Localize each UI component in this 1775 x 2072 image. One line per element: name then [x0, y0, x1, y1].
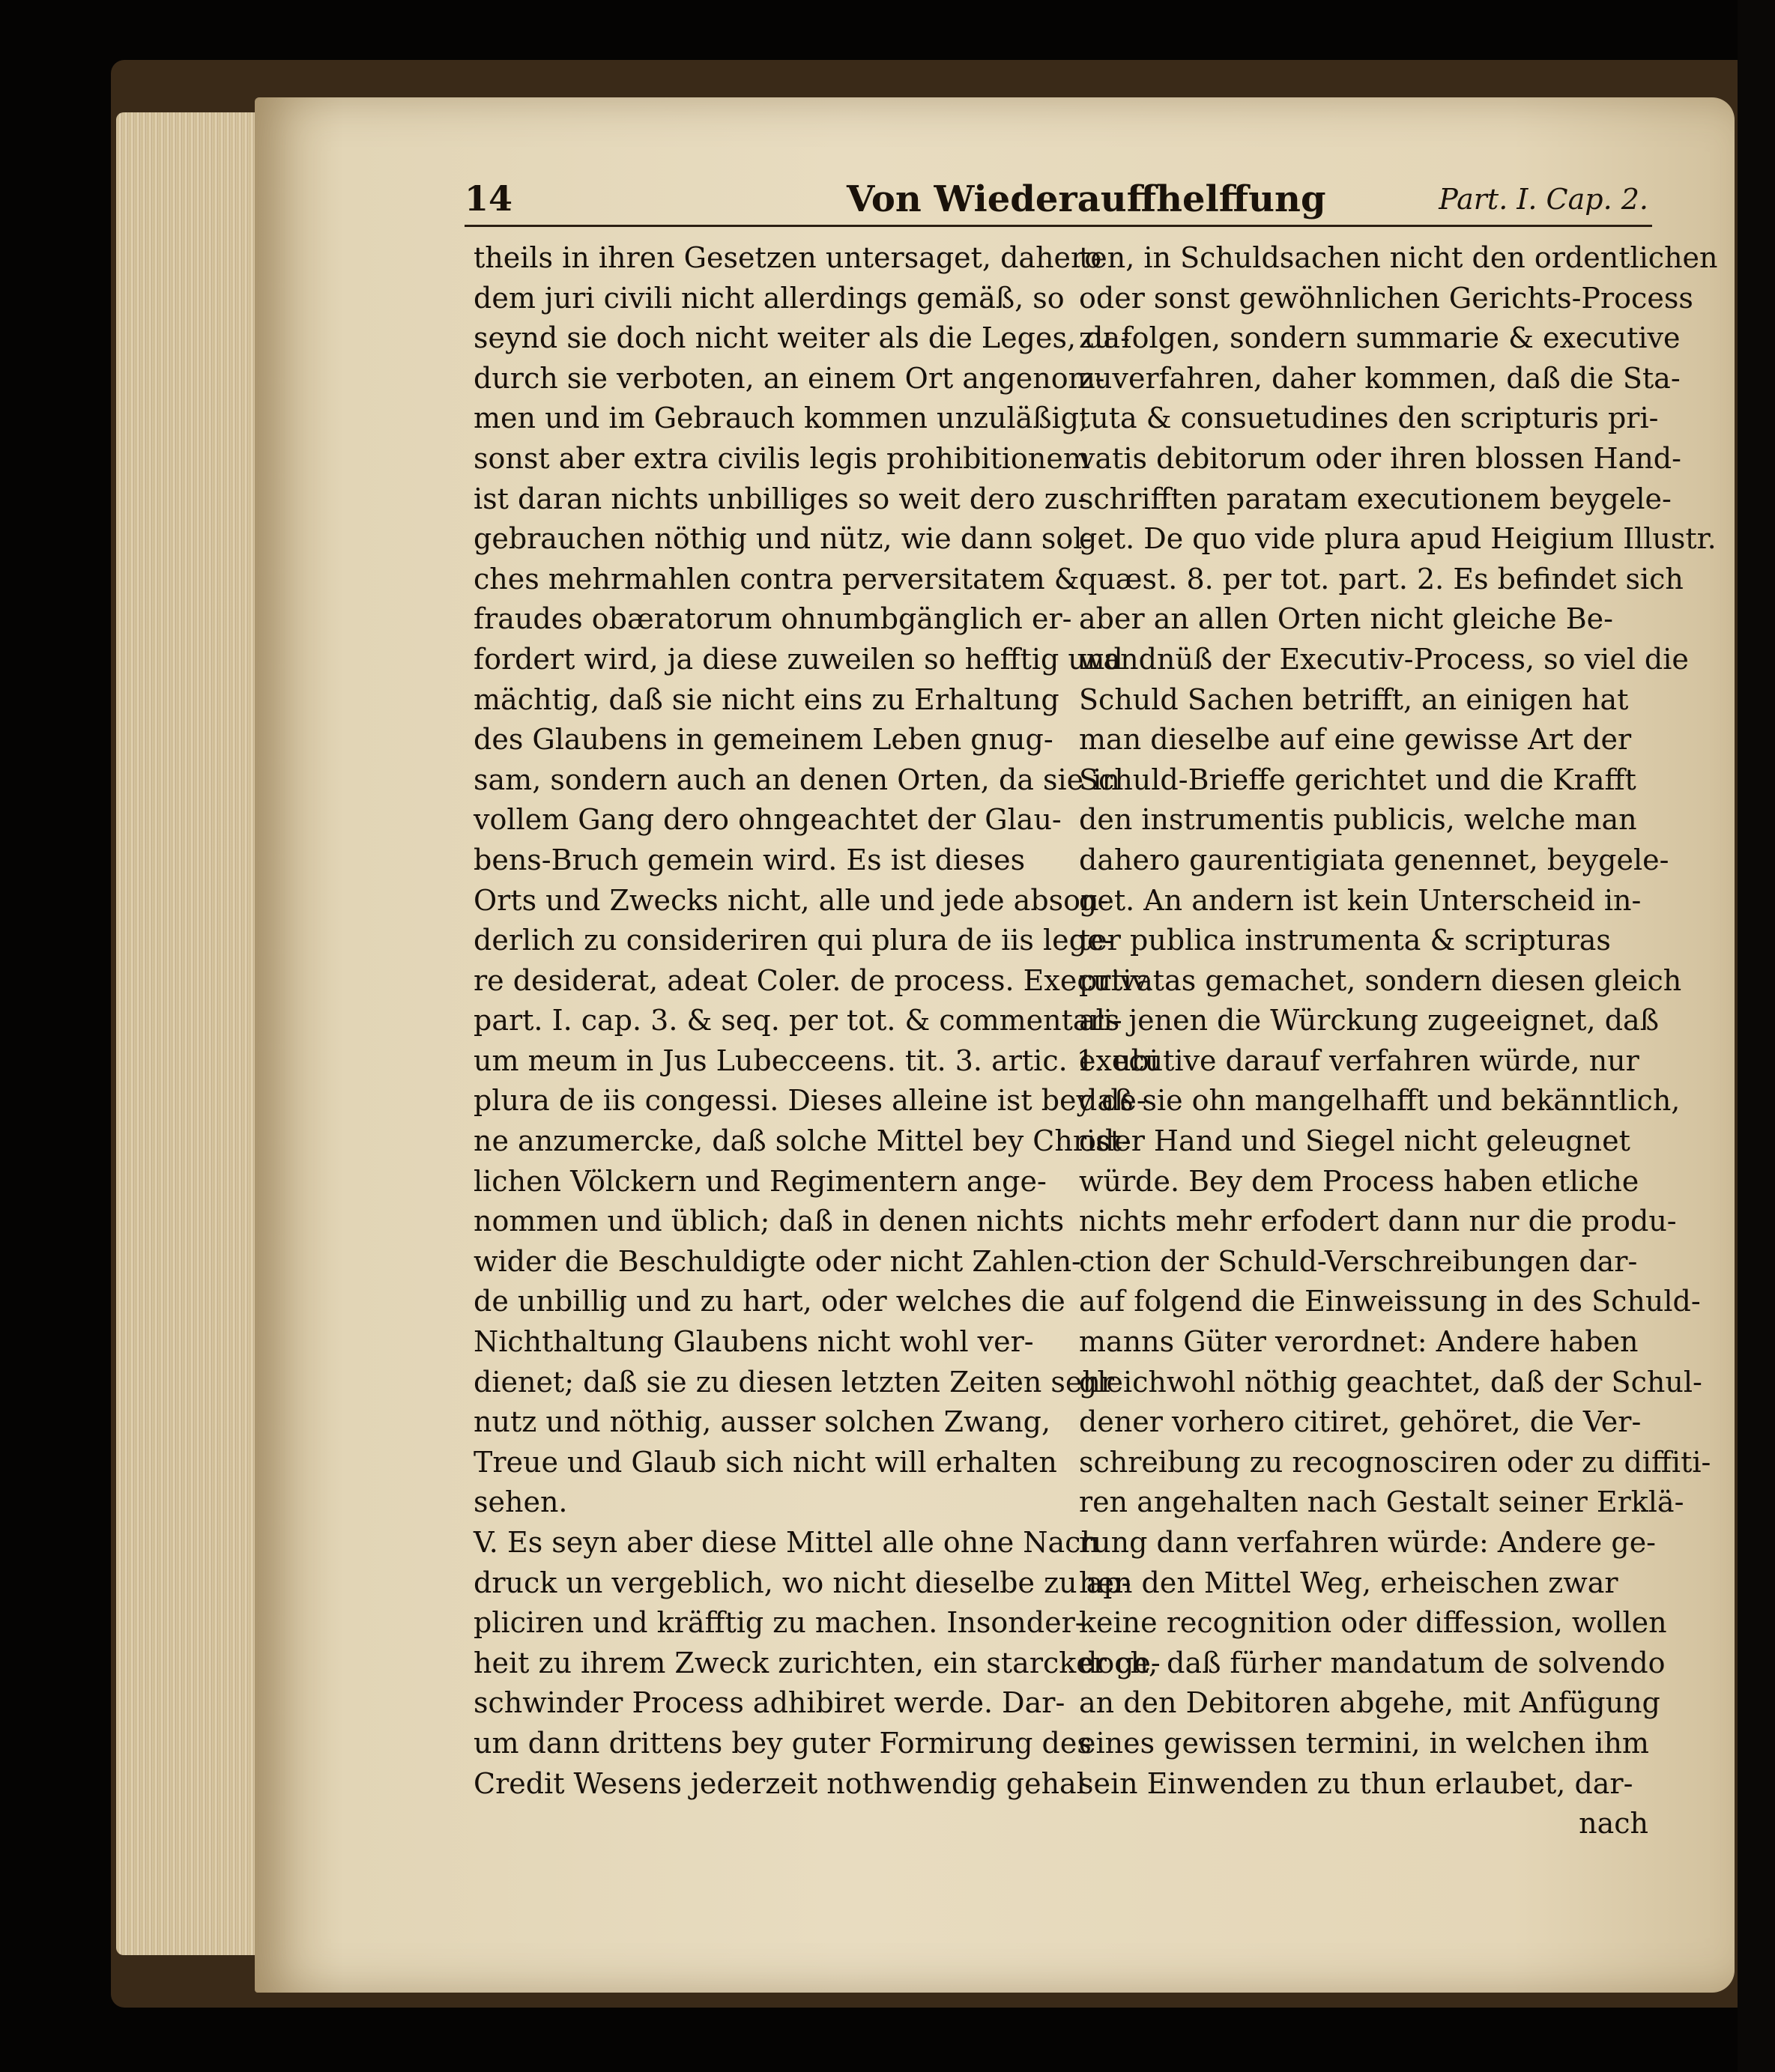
text-line: schwinder Process adhibiret werde. Dar- — [474, 1686, 1065, 1720]
text-line: heit zu ihrem Zweck zurichten, ein starcker ge- — [474, 1646, 1161, 1679]
running-title: Von Wiederauffhelffung — [847, 178, 1326, 220]
text-line: sonst aber extra civilis legis prohibitionem — [474, 441, 1090, 475]
text-line: re desiderat, adeat Coler. de process. Executiv. — [474, 963, 1154, 997]
text-line: bens-Bruch gemein wird. Es ist dieses — [474, 843, 1026, 876]
text-line: nach — [1579, 1807, 1648, 1841]
text-line: Credit Wesens jederzeit nothwendig gehal — [474, 1766, 1086, 1800]
text-line: de unbillig und zu hart, oder welches die — [474, 1285, 1065, 1318]
text-line: manns Güter verordnet: Andere haben — [1079, 1325, 1639, 1359]
text-line: auf folgend die Einweissung in des Schuld- — [1079, 1285, 1701, 1318]
text-line: plura de iis congessi. Dieses alleine ist bey de- — [474, 1084, 1146, 1118]
text-line: dienet; daß sie zu diesen letzten Zeiten sehr — [474, 1365, 1115, 1399]
text-line: des Glaubens in gemeinem Leben gnug- — [474, 723, 1053, 757]
text-line: rung dann verfahren würde: Andere ge- — [1079, 1526, 1657, 1559]
text-line: oder Hand und Siegel nicht geleugnet — [1079, 1124, 1630, 1158]
text-line: theils in ihren Gesetzen untersaget, dahero — [474, 241, 1102, 274]
text-line: man dieselbe auf eine gewisse Art der — [1079, 723, 1632, 757]
text-line: zu folgen, sondern summarie & executive — [1079, 321, 1681, 355]
text-line: gebrauchen nöthig und nütz, wie dann sol- — [474, 522, 1092, 556]
text-line: dener vorhero citiret, gehöret, die Ver- — [1079, 1405, 1642, 1439]
text-line: tuta & consuetudines den scripturis pri- — [1079, 402, 1659, 435]
text-line: daß sie ohn mangelhafft und bekänntlich, — [1079, 1084, 1681, 1118]
right-text-column — [1079, 238, 1718, 1844]
page-number: 14 — [465, 178, 513, 219]
text-line: hen den Mittel Weg, erheischen zwar — [1079, 1566, 1618, 1599]
text-line: vollem Gang dero ohngeachtet der Glau- — [474, 803, 1062, 837]
text-line: Treue und Glaub sich nicht will erhalten — [474, 1445, 1057, 1479]
text-line: vatis debitorum oder ihren blossen Hand- — [1079, 441, 1681, 475]
text-line: als jenen die Würckung zugeeignet, daß — [1079, 1004, 1660, 1037]
text-line: keine recognition oder diffession, wollen — [1079, 1606, 1667, 1640]
text-line: ches mehrmahlen contra perversitatem & — [474, 562, 1080, 596]
text-line: würde. Bey dem Process haben etliche — [1079, 1164, 1639, 1198]
text-line: ction der Schuld-Verschreibungen dar- — [1079, 1244, 1638, 1278]
text-line: sam, sondern auch an denen Orten, da sie in — [474, 763, 1120, 796]
text-line: zuverfahren, daher kommen, daß die Sta- — [1079, 361, 1681, 395]
text-line: Orts und Zwecks nicht, alle und jede abson- — [474, 883, 1109, 917]
text-line: an den Debitoren abgehe, mit Anfügung — [1079, 1686, 1660, 1720]
text-line: pliciren und kräfftig zu machen. Insonder- — [474, 1606, 1085, 1640]
part-reference: Part. I. Cap. 2. — [1439, 183, 1648, 216]
text-line: nichts mehr erfodert dann nur die produ- — [1079, 1205, 1677, 1238]
text-line: quæst. 8. per tot. part. 2. Es befindet sich — [1079, 562, 1684, 596]
text-line: wandnüß der Executiv-Process, so viel die — [1079, 642, 1689, 676]
text-line: get. De quo vide plura apud Heigium Illustr. — [1079, 522, 1717, 556]
text-line: part. I. cap. 3. & seq. per tot. & commentari- — [474, 1004, 1122, 1037]
left-text-column — [474, 238, 1161, 1804]
text-line: schreibung zu recognosciren oder zu diffiti- — [1079, 1445, 1711, 1479]
header-rule — [465, 225, 1652, 227]
text-line: fordert wird, ja diese zuweilen so hefftig und — [474, 642, 1123, 676]
text-line: seynd sie doch nicht weiter als die Leges, da- — [474, 321, 1130, 355]
text-line: doch, daß fürher mandatum de solvendo — [1079, 1646, 1666, 1679]
text-line: sehen. — [474, 1485, 568, 1519]
text-line: eines gewissen termini, in welchen ihm — [1079, 1726, 1649, 1760]
page-edges — [116, 112, 273, 1955]
text-line: gleichwohl nöthig geachtet, daß der Schul- — [1079, 1365, 1702, 1399]
text-line: ren angehalten nach Gestalt seiner Erklä- — [1079, 1485, 1684, 1519]
text-line: get. An andern ist kein Unterscheid in- — [1079, 883, 1642, 917]
text-line: Nichthaltung Glaubens nicht wohl ver- — [474, 1325, 1034, 1359]
text-line: Schuld-Brieffe gerichtet und die Krafft — [1079, 763, 1636, 796]
text-line: V. Es seyn aber diese Mittel alle ohne Nach — [474, 1526, 1099, 1559]
text-line: privatas gemachet, sondern diesen gleich — [1079, 963, 1682, 997]
text-line: um dann drittens bey guter Formirung des — [474, 1726, 1092, 1760]
text-line: den instrumentis publicis, welche man — [1079, 803, 1637, 837]
text-line: ten, in Schuldsachen nicht den ordentlichen — [1079, 241, 1718, 274]
text-line: druck un vergeblich, wo nicht dieselbe zu ap- — [474, 1566, 1131, 1599]
text-line: mächtig, daß sie nicht eins zu Erhaltung — [474, 682, 1059, 716]
text-line: nutz und nöthig, ausser solchen Zwang, — [474, 1405, 1051, 1439]
text-line: lichen Völckern und Regimentern ange- — [474, 1164, 1047, 1198]
text-line: um meum in Jus Lubecceens. tit. 3. artic. 1. ubi — [474, 1043, 1159, 1077]
text-line: ter publica instrumenta & scripturas — [1079, 924, 1611, 957]
text-line: dahero gaurentigiata genennet, beygele- — [1079, 843, 1669, 876]
text-line: oder sonst gewöhnlichen Gerichts-Process — [1079, 281, 1693, 315]
text-line: ne anzumercke, daß solche Mittel bey Christ- — [474, 1124, 1131, 1158]
text-line: aber an allen Orten nicht gleiche Be- — [1079, 602, 1613, 636]
text-line: wider die Beschuldigte oder nicht Zahlen- — [474, 1244, 1081, 1278]
page-header — [465, 178, 1648, 223]
text-line: schrifften paratam executionem beygele- — [1079, 482, 1672, 515]
text-line: nommen und üblich; daß in denen nichts — [474, 1205, 1065, 1238]
background-edge — [1738, 0, 1775, 2072]
text-line: Schuld Sachen betrifft, an einigen hat — [1079, 682, 1629, 716]
text-line: dem juri civili nicht allerdings gemäß, so — [474, 281, 1065, 315]
text-line: men und im Gebrauch kommen unzuläßig, — [474, 402, 1089, 435]
text-line: durch sie verboten, an einem Ort angenom- — [474, 361, 1105, 395]
text-line: derlich zu consideriren qui plura de iis lege- — [474, 924, 1114, 957]
text-line: sein Einwenden zu thun erlaubet, dar- — [1079, 1766, 1633, 1800]
text-line: fraudes obæratorum ohnumbgänglich er- — [474, 602, 1072, 636]
text-line: ist daran nichts unbilliges so weit dero zu- — [474, 482, 1088, 515]
text-line: executive darauf verfahren würde, nur — [1079, 1043, 1639, 1077]
